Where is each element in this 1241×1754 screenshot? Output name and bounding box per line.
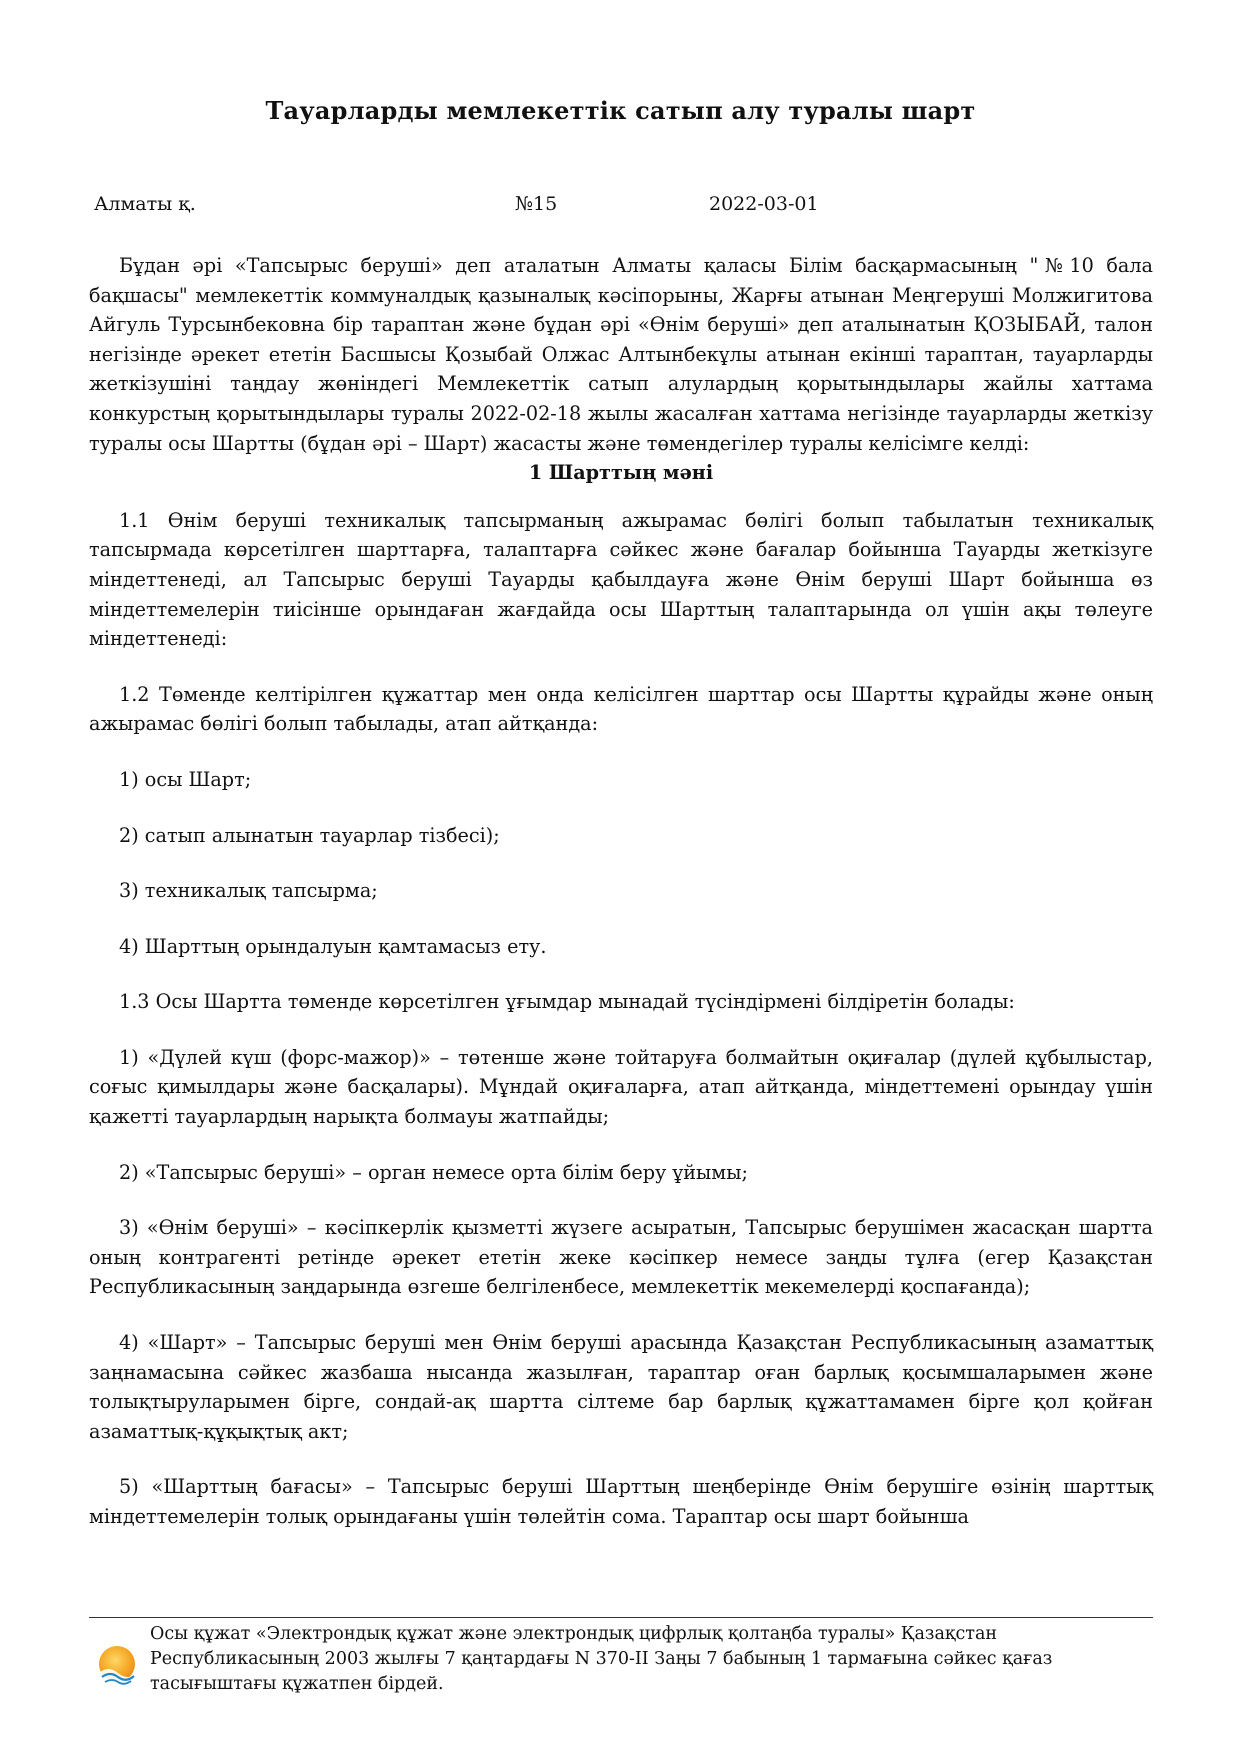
definition-item: 3) «Өнім беруші» – кәсіпкерлік қызметті жүзеге асыратын, Тапсырыс берушімен жасасқан шартта оның контрагенті ретінде әрекет ететін жеке кәсіпкер немесе заңды тұлға (егер Қазақстан Республикасының заңдарында өзгеше белгіленбесе, мемлекеттік мекемелерді қоспағанда);	[89, 1216, 1153, 1299]
preamble-paragraph: Бұдан әрі «Тапсырыс беруші» деп аталатын Алматы қаласы Білім басқармасының "№10 бала бақшасы" мемлекеттік коммуналдық қазыналық кәсіпорыны, Жарғы атынан Меңгеруші Молжигитова Айгуль Турсынбековна бір тараптан және бұдан әрі «Өнім беруші» деп аталынатын ҚОЗЫБАЙ, талон негізінде әрекет ететін Басшысы Қозыбай Олжас Алтынбекұлы атынан екінші тараптан, тауарларды жеткізушіні таңдау жөніндегі Мемлекеттік сатып алулардың қорытындылары жайлы хаттама конкурстың қорытындылары туралы 2022-02-18 жылы жасалған хаттама негізінде тауарларды жеткізу туралы осы Шартты (бұдан әрі – Шарт) жасасты және төмендегілер туралы келісімге келді:	[89, 254, 1153, 455]
clause-1-3: 1.3 Осы Шартта төменде көрсетілген ұғымдар мынадай түсіндірмені білдіретін болады:	[119, 990, 1015, 1014]
list-item: 3) техникалық тапсырма;	[119, 879, 378, 903]
footer-divider	[89, 1617, 1153, 1618]
definition-item: 1) «Дүлей күш (форс-мажор)» – төтенше және тойтаруға болмайтын оқиғалар (дүлей құбылыстар, соғыс қимылдары және басқалары). Мұндай оқиғаларға, атап айтқанда, міндеттемені орындау үшін қажетті тауарлардың нарықта болмауы жатпайды;	[89, 1045, 1153, 1129]
list-item: 2) сатып алынатын тауарлар тізбесі);	[119, 823, 500, 847]
document-title: Тауарларды мемлекеттік сатып алу туралы шарт	[265, 96, 976, 125]
document-body	[89, 251, 1153, 1558]
document-city: Алматы қ.	[94, 193, 196, 215]
document-number: №15	[515, 193, 558, 215]
definition-item: 4) «Шарт» – Тапсырыс беруші мен Өнім беруші арасында Қазақстан Республикасының азаматтық заңнамасына сәйкес жазбаша нысанда жазылған, тараптар оған барлық қосымшаларымен және толықтыруларымен бірге, сондай-ақ шартта сілтеме бар барлық құжаттамамен бірге қол қойған азаматтық-құқықтық акт;	[89, 1331, 1153, 1443]
clause-1-1: 1.1 Өнім беруші техникалық тапсырманың ажырамас бөлігі болып табылатын техникалық тапсырмада көрсетілген шарттарға, талаптарға сәйкес және бағалар бойынша Тауарды жеткізуге міндеттенеді, ал Тапсырыс беруші Тауарды қабылдауға және Өнім беруші Шарт бойынша өз міндеттемелерін тиісінше орындаған жағдайда осы Шарттың талаптарында ол үшін ақы төлеуге міндеттенеді:	[89, 508, 1153, 651]
list-item: 4) Шарттың орындалуын қамтамасыз ету.	[119, 934, 547, 958]
footer-notice: Осы құжат «Электрондық құжат және электрондық цифрлық қолтаңба туралы» Қазақстан Республикасының 2003 жылғы 7 қаңтардағы N 370-II Заңы 7 бабының 1 тармағына сәйкес қағаз тасығыштағы құжатпен бірдей.	[150, 1624, 1053, 1694]
definition-item: 5) «Шарттың бағасы» – Тапсырыс беруші Шарттың шеңберінде Өнім берушіге өзінің шарттық міндеттемелерін толық орындағаны үшін төлейтін сома. Тараптар осы шарт бойынша	[89, 1475, 1153, 1528]
list-item: 1) осы Шарт;	[119, 767, 252, 791]
clause-1-2: 1.2 Төменде келтірілген құжаттар мен онда келісілген шарттар осы Шартты құрайды және оның ажырамас бөлігі болып табылады, атап айтқанда:	[89, 682, 1153, 736]
definition-item: 2) «Тапсырыс беруші» – орган немесе орта білім беру ұйымы;	[119, 1160, 748, 1184]
section-heading: 1 Шарттың мәні	[528, 461, 714, 485]
egov-logo-icon	[94, 1643, 140, 1689]
document-date: 2022-03-01	[709, 193, 819, 215]
